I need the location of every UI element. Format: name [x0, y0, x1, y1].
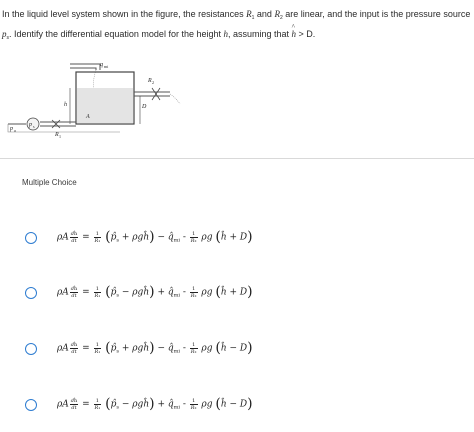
svg-text:mi: mi: [104, 64, 109, 69]
qmi-label: q: [100, 62, 103, 68]
radio-button[interactable]: [25, 399, 37, 411]
answer-option-2[interactable]: [0, 280, 474, 320]
pa-label: p: [10, 126, 13, 132]
question-text: In the liquid level system shown in the figure, the resistances $R_1$ and $R_2$ are linear, and the input is the pressure source $p_s$. Identify the differential equation model for the height h, assuming that ^ h > D.: [2, 6, 472, 46]
svg-text:s: s: [33, 124, 35, 129]
radio-button[interactable]: [25, 287, 37, 299]
ps-label: p: [29, 122, 32, 128]
a-label: A: [86, 114, 90, 120]
answer-option-1[interactable]: [0, 225, 474, 265]
answer-option-3[interactable]: [0, 336, 474, 376]
liquid-level-figure: [0, 52, 200, 140]
svg-text:1: 1: [59, 134, 61, 139]
radio-button[interactable]: [25, 343, 37, 355]
svg-text:a: a: [14, 128, 16, 133]
multiple-choice-label: Multiple Choice: [22, 178, 77, 187]
answer-option-4[interactable]: [0, 392, 474, 432]
equation: ρA $\frac{dĥ}{dt}$ = $\frac{1}{\text{R₁}}$ ($p̂_s$ − ρgĥ) + $q̂_{mi}$ - $\frac{1}{\text{R₂}}$ ρg (ĥ + D): [57, 284, 253, 300]
equation: ρA $\frac{dĥ}{dt}$ = $\frac{1}{\text{R₁}}$ ($p̂_s$ − ρgĥ) + $q̂_{mi}$ - $\frac{1}{\text{R₂}}$ ρg (ĥ − D): [57, 396, 253, 412]
radio-button[interactable]: [25, 232, 37, 244]
r2-label: R: [148, 78, 152, 84]
divider: [0, 158, 474, 159]
svg-text:2: 2: [152, 80, 154, 85]
equation: ρA $\frac{dĥ}{dt}$ = $\frac{1}{\text{R₁}}$ ($p̂_s$ + ρgĥ) − $q̂_{mi}$ - $\frac{1}{\text{R₂}}$ ρg (ĥ + D): [57, 229, 253, 245]
r1-label: R: [55, 132, 59, 138]
equation: ρA $\frac{dĥ}{dt}$ = $\frac{1}{\text{R₁}}$ ($p̂_s$ + ρgĥ) − $q̂_{mi}$ - $\frac{1}{\text{R₂}}$ ρg (ĥ − D): [57, 340, 253, 356]
h-label: h: [64, 102, 67, 108]
d-label: D: [142, 104, 147, 110]
